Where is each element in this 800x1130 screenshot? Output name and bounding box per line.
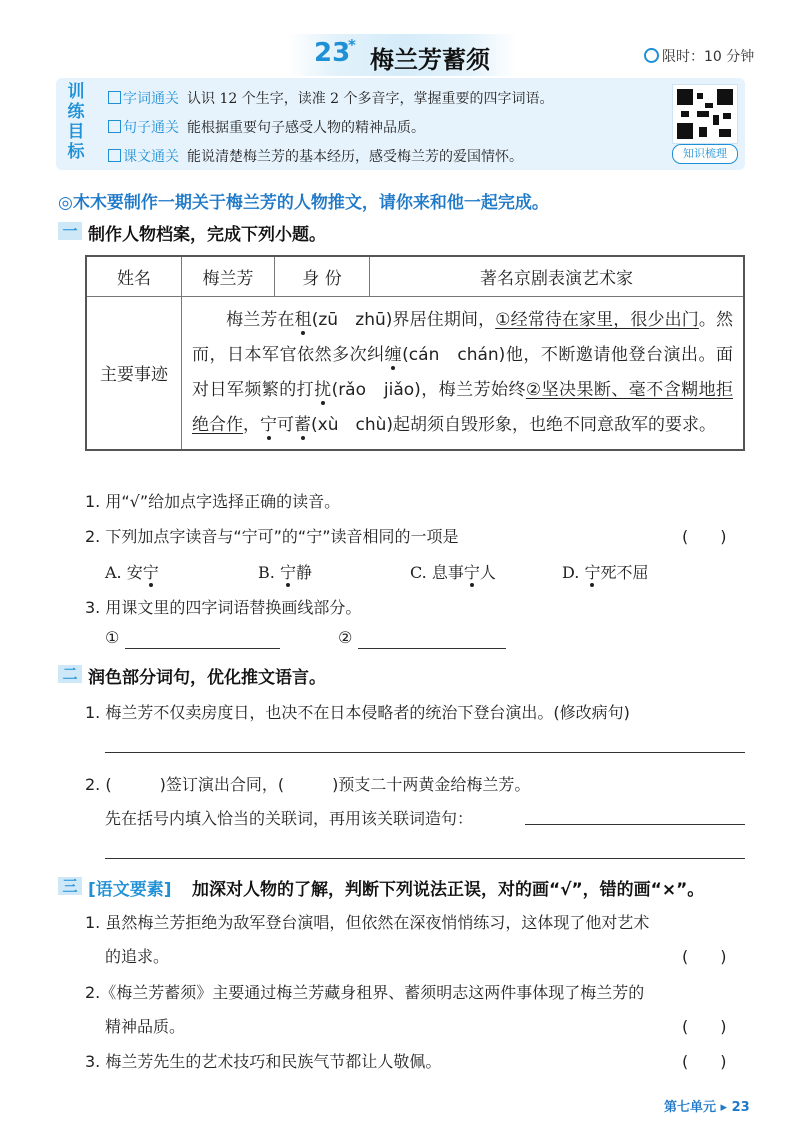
answer-line[interactable]	[358, 648, 506, 649]
deeds-passage: 梅兰芳在租(zū zhū)界居住期间，①经常待在家里，很少出门。然而，日本军官依然多次纠缠(cán chán)他，不断邀请他登台演出。面对日军频繁的打扰(rǎo jiǎo)，梅兰芳始终②坚决果断、毫不含糊地拒绝合作，宁可蓄(xù chù)起胡须自毁形象，也绝不同意敌军的要求。	[182, 296, 745, 450]
blank-2-label: ②	[338, 628, 353, 647]
pinyin-choice: (zū zhū)	[311, 309, 393, 330]
question-2-1: 1. 梅兰芳不仅卖房度日，也决不在日本侵略者的统治下登台演出。(修改病句)	[85, 703, 630, 722]
question-2-2: 2. ( )签订演出合同，( )预支二十两黄金给梅兰芳。	[85, 775, 531, 794]
question-1-1: 1. 用“√”给加点字选择正确的读音。	[85, 492, 341, 511]
section-badge: 一	[58, 222, 82, 240]
option-a[interactable]: A. 安宁	[105, 563, 159, 582]
checkbox-icon	[108, 91, 121, 104]
dotted-char: 缠	[384, 344, 403, 365]
answer-line[interactable]	[105, 858, 745, 859]
checkbox-icon	[108, 120, 121, 133]
name-label: 姓名	[86, 256, 182, 296]
blank-1-label: ①	[105, 628, 120, 647]
section-tag: [语文要素]	[88, 880, 172, 900]
goal-text: 能说清楚梅兰芳的基本经历，感受梅兰芳的爱国情怀。	[187, 149, 523, 165]
answer-paren[interactable]: ( )	[682, 527, 727, 546]
lesson-mark: *	[348, 36, 356, 54]
identity-label: 身 份	[275, 256, 370, 296]
pinyin-choice: (rǎo jiǎo)	[331, 379, 421, 400]
underlined-phrase-2: ②坚决果断、毫不含糊地拒绝合作	[192, 379, 734, 435]
goals-label-char: 练	[67, 102, 85, 122]
goals-label	[62, 82, 90, 162]
goals-label-char: 标	[67, 142, 85, 162]
answer-paren[interactable]: ( )	[682, 947, 727, 966]
question-2-2-instruction: 先在括号内填入恰当的关联词，再用该关联词造句：	[105, 809, 474, 828]
section-title: 润色部分词句，优化推文语言。	[88, 668, 326, 688]
answer-line[interactable]	[105, 752, 745, 753]
section-title: 加深对人物的了解，判断下列说法正误，对的画“√”，错的画“×”。	[192, 880, 705, 900]
goals-label-char: 训	[67, 82, 85, 102]
clock-icon	[644, 48, 659, 63]
answer-paren[interactable]: ( )	[682, 1052, 727, 1071]
lesson-number: 23	[314, 38, 351, 68]
goal-text: 能根据重要句子感受人物的精神品质。	[187, 120, 425, 136]
dotted-char: 扰	[314, 379, 332, 400]
answer-line[interactable]	[525, 824, 745, 825]
goals-label-char: 目	[67, 122, 85, 142]
time-limit	[644, 46, 754, 66]
question-3-3: 3. 梅兰芳先生的艺术技巧和民族气节都让人敬佩。	[85, 1052, 442, 1071]
question-1-3: 3. 用课文里的四字词语替换画线部分。	[85, 598, 362, 617]
option-c[interactable]: C. 息事宁人	[410, 563, 496, 582]
dotted-char: 宁	[260, 414, 277, 435]
goal-item	[108, 88, 554, 108]
answer-line[interactable]	[125, 648, 280, 649]
goal-tag: 字词通关	[123, 91, 179, 107]
option-d[interactable]: D. 宁死不屈	[562, 563, 649, 582]
question-3-1-cont: 的追求。	[105, 947, 170, 966]
intro-text: ◎木木要制作一期关于梅兰芳的人物推文，请你来和他一起完成。	[58, 193, 549, 213]
goal-tag: 句子通关	[123, 120, 179, 136]
section-title: 制作人物档案，完成下列小题。	[88, 225, 326, 245]
goal-item	[108, 117, 425, 137]
profile-table	[85, 255, 745, 451]
qr-code-icon[interactable]	[672, 84, 738, 144]
question-3-2-cont: 精神品质。	[105, 1017, 186, 1036]
question-1-2: 2. 下列加点字读音与“宁可”的“宁”读音相同的一项是	[85, 527, 459, 546]
name-value: 梅兰芳	[182, 256, 275, 296]
knowledge-summary-label[interactable]: 知识梳理	[672, 144, 738, 164]
dotted-char: 蓄	[294, 414, 311, 435]
section-badge: 三	[58, 877, 82, 895]
option-b[interactable]: B. 宁静	[258, 563, 312, 582]
goal-text: 认识 12 个生字，读准 2 个多音字，掌握重要的四字词语。	[187, 91, 554, 107]
pinyin-choice: (xù chù)	[311, 414, 393, 435]
pinyin-choice: (cán chán)	[402, 344, 506, 365]
time-limit-text: 限时：10 分钟	[662, 49, 755, 65]
answer-paren[interactable]: ( )	[682, 1017, 727, 1036]
question-3-2: 2.《梅兰芳蓄须》主要通过梅兰芳藏身租界、蓄须明志这两件事体现了梅兰芳的	[85, 983, 645, 1002]
page-title: 梅兰芳蓄须	[370, 46, 490, 74]
deeds-label: 主要事迹	[86, 296, 182, 450]
goal-tag: 课文通关	[123, 149, 179, 165]
underlined-phrase-1: ①经常待在家里，很少出门	[495, 309, 699, 330]
identity-value: 著名京剧表演艺术家	[370, 256, 745, 296]
page-footer: 第七单元 ▸ 23	[664, 1100, 750, 1115]
checkbox-icon	[108, 149, 121, 162]
dotted-char: 租	[294, 309, 312, 330]
goal-item	[108, 146, 523, 166]
question-3-1: 1. 虽然梅兰芳拒绝为敌军登台演唱，但依然在深夜悄悄练习，这体现了他对艺术	[85, 913, 650, 932]
section-badge: 二	[58, 665, 82, 683]
